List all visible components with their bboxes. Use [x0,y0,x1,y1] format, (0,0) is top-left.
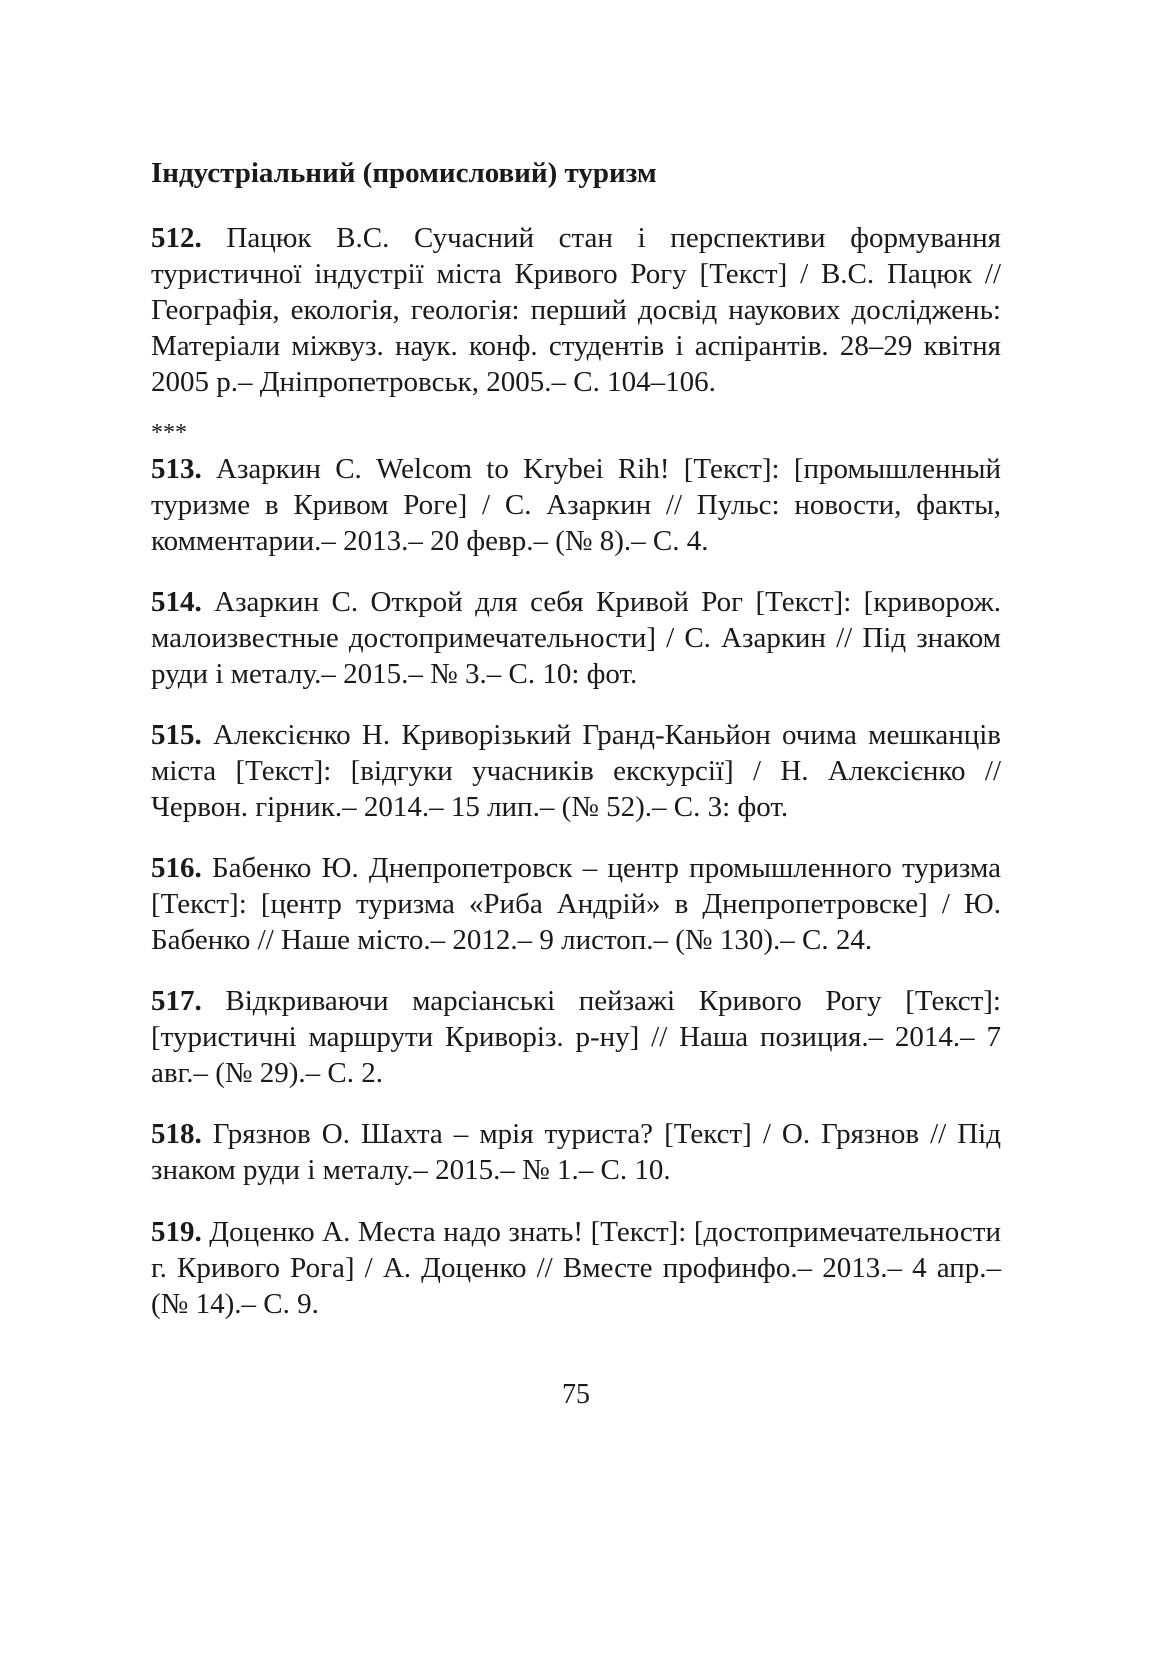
entry-number: 517. [151,985,202,1017]
entry-text: Алексієнко Н. Криворізький Гранд-Каньйон очима мешканців міста [Текст]: [відгуки учасників екскурсії] / Н. Алексієнко // Червон. гірник.– 2014.– 15 лип.– (№ 52).– С. 3: фот. [151,719,1001,823]
bibliography-entry-518 [151,1116,1001,1188]
section-separator: *** [151,420,187,446]
bibliography-entry-514 [151,584,1001,692]
entry-number: 512. [151,222,202,254]
entry-number: 519. [151,1216,202,1248]
bibliography-entry-516 [151,850,1001,958]
bibliography-entry-512 [151,220,1001,400]
bibliography-entry-513 [151,451,1001,559]
entry-text: Бабенко Ю. Днепропетровск – центр промышленного туризма [Текст]: [центр туризма «Риба Андрій» в Днепропетровске] / Ю. Бабенко // Наше місто.– 2012.– 9 листоп.– (№ 130).– С. 24. [151,852,1001,956]
entry-text: Азаркин С. Welcom to Krybei Rih! [Текст]: [промышленный туризме в Кривом Роге] / С. Азаркин // Пульс: новости, факты, комментарии.– 2013.– 20 февр.– (№ 8).– С. 4. [151,453,1001,557]
entry-number: 516. [151,852,202,884]
bibliography-entry-515 [151,717,1001,825]
entry-number: 513. [151,453,202,485]
entry-text: Відкриваючи марсіанські пейзажі Кривого Рогу [Текст]: [туристичні маршрути Криворіз. р-ну] // Наша позиция.– 2014.– 7 авг.– (№ 29).– С. 2. [151,985,1001,1089]
document-page [151,0,1001,1654]
entry-text: Азаркин С. Открой для себя Кривой Рог [Текст]: [криворож. малоизвестные достопримечательности] / С. Азаркин // Під знаком руди і металу.– 2015.– № 3.– С. 10: фот. [151,586,1001,690]
bibliography-entry-519 [151,1214,1001,1322]
section-heading: Індустріальний (промисловий) туризм [151,157,657,189]
page-number: 75 [562,1379,590,1410]
entry-text: Пацюк В.С. Сучасний стан і перспективи формування туристичної індустрії міста Кривого Рогу [Текст] / В.С. Пацюк // Географія, екологія, геологія: перший досвід наукових досліджень: Матеріали міжвуз. наук. конф. студентів і аспірантів. 28–29 квітня 2005 р.– Дніпропетровськ, 2005.– С. 104–106. [151,222,1001,398]
entry-number: 514. [151,586,202,618]
entry-number: 518. [151,1118,202,1150]
bibliography-entry-517 [151,983,1001,1091]
entry-text: Грязнов О. Шахта – мрія туриста? [Текст] / О. Грязнов // Під знаком руди і металу.– 2015.– № 1.– С. 10. [151,1118,1001,1186]
entry-number: 515. [151,719,202,751]
entry-text: Доценко А. Места надо знать! [Текст]: [достопримечательности г. Кривого Рога] / А. Доценко // Вместе профинфо.– 2013.– 4 апр.– (№ 14).– С. 9. [151,1216,1001,1320]
